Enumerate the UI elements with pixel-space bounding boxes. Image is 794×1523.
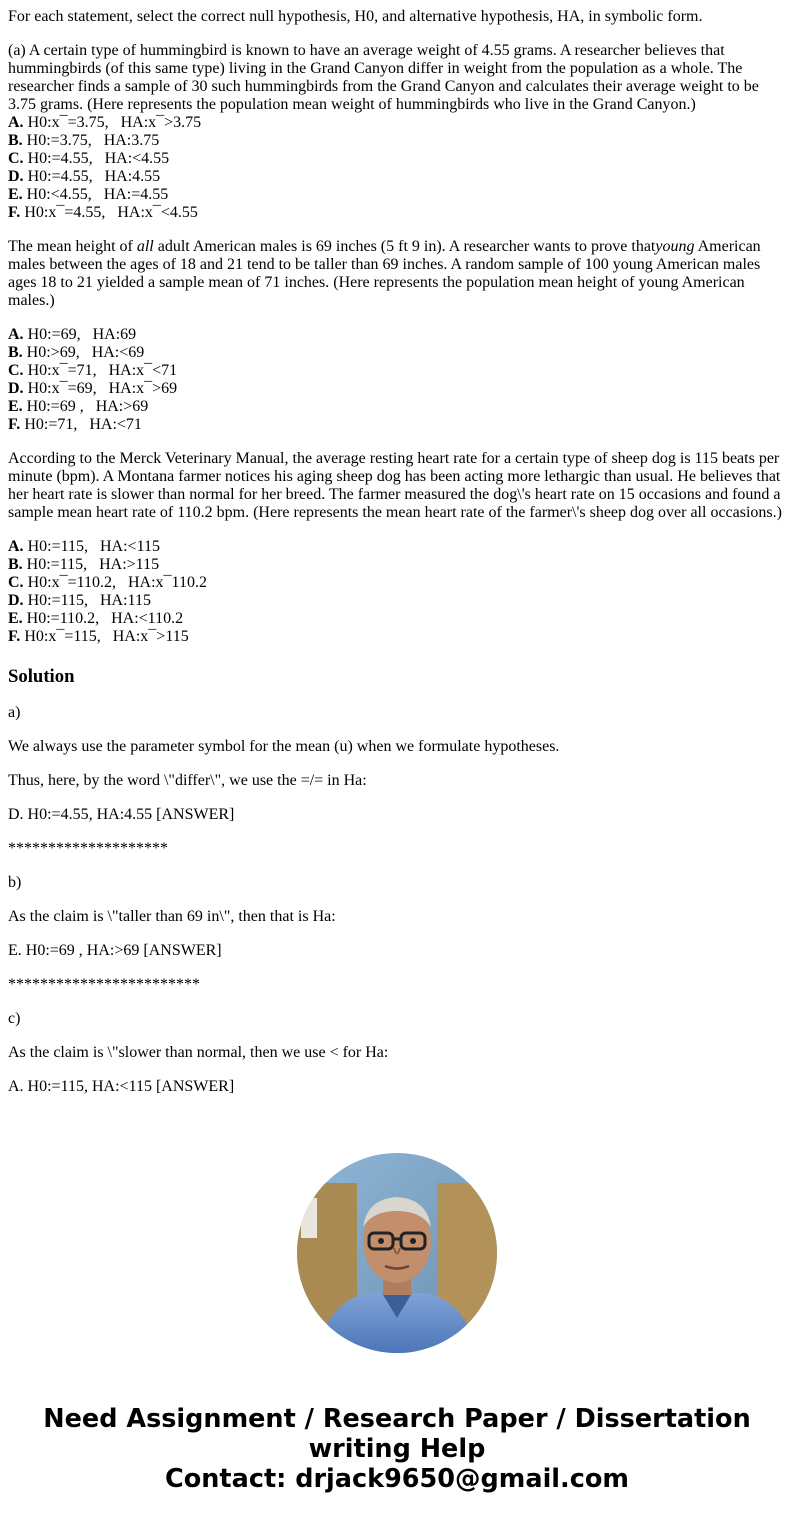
option xyxy=(8,398,788,416)
option xyxy=(8,114,788,132)
option-text: H0:=115, HA:<115 xyxy=(23,538,160,555)
option-letter: A. xyxy=(8,538,24,555)
intro-text: For each statement, select the correct null hypothesis, H0, and alternative hypothesis, HA, in symbolic form. xyxy=(8,8,703,25)
option-letter: F. xyxy=(8,204,21,221)
option xyxy=(8,380,788,398)
solution-line: c) xyxy=(8,1010,21,1027)
question-b-options xyxy=(8,326,788,434)
author-photo xyxy=(297,1153,497,1353)
option-text: H0:x¯=4.55, HA:x¯<4.55 xyxy=(20,204,198,221)
option xyxy=(8,538,788,556)
option-letter: C. xyxy=(8,362,24,379)
option-text: H0:=69, HA:69 xyxy=(23,326,137,343)
option-letter: B. xyxy=(8,132,23,149)
option xyxy=(8,362,788,380)
emphasis-young: young xyxy=(655,238,695,255)
option xyxy=(8,610,788,628)
option-text: H0:=115, HA:115 xyxy=(23,592,151,609)
author-photo-illustration xyxy=(297,1153,497,1353)
question-b-text xyxy=(8,238,788,310)
option-text: H0:=4.55, HA:<4.55 xyxy=(23,150,170,167)
contact-banner xyxy=(0,1404,794,1494)
solution-body xyxy=(8,704,788,1096)
solution-line: As the claim is \"taller than 69 in\", then that is Ha: xyxy=(8,908,336,925)
emphasis-all: all xyxy=(136,238,154,255)
solution-heading: Solution xyxy=(8,666,75,687)
solution-line: Thus, here, by the word \"differ\", we use the =/= in Ha: xyxy=(8,772,367,789)
solution-line: ************************ xyxy=(8,976,200,993)
solution-line: E. H0:=69 , HA:>69 [ANSWER] xyxy=(8,942,222,959)
question-c-text: According to the Merck Veterinary Manual, the average resting heart rate for a certain type of sheep dog is 115 beats per minute (bpm). A Montana farmer notices his aging sheep dog has been acting more lethargic than usual. He believes that her heart rate is slower than normal for her breed. The farmer measured the dog\'s heart rate on 15 occasions and found a sample mean heart rate of 110.2 bpm. (Here represents the mean heart rate of the farmer\'s sheep dog over all occasions.) xyxy=(8,450,782,521)
solution-line: A. H0:=115, HA:<115 [ANSWER] xyxy=(8,1078,235,1095)
option-text: H0:<4.55, HA:=4.55 xyxy=(22,186,169,203)
solution-line: ******************** xyxy=(8,840,168,857)
option-letter: F. xyxy=(8,628,21,645)
question-c-options xyxy=(8,538,788,646)
banner-contact-line: Contact: drjack9650@gmail.com xyxy=(165,1464,629,1494)
option xyxy=(8,186,788,204)
option-letter: A. xyxy=(8,326,24,343)
option-text: H0:x¯=3.75, HA:x¯>3.75 xyxy=(23,114,202,131)
option xyxy=(8,574,788,592)
option-letter: E. xyxy=(8,610,23,627)
option-text: H0:x¯=71, HA:x¯<71 xyxy=(23,362,178,379)
option-text: H0:=115, HA:>115 xyxy=(22,556,160,573)
option xyxy=(8,168,788,186)
option xyxy=(8,416,788,434)
option xyxy=(8,204,788,222)
question-a-text: (a) A certain type of hummingbird is known to have an average weight of 4.55 grams. A researcher believes that hummingbirds (of this same type) living in the Grand Canyon differ in weight from the population as a whole. The researcher finds a sample of 30 such hummingbirds from the Grand Canyon and calculates their average weight to be 3.75 grams. (Here represents the population mean weight of hummingbirds who live in the Grand Canyon.) xyxy=(8,42,759,113)
option-letter: E. xyxy=(8,398,23,415)
banner-line-2: writing Help xyxy=(308,1434,486,1464)
option xyxy=(8,132,788,150)
solution-line: We always use the parameter symbol for the mean (u) when we formulate hypotheses. xyxy=(8,738,560,755)
option-letter: E. xyxy=(8,186,23,203)
option-letter: D. xyxy=(8,380,24,397)
option xyxy=(8,150,788,168)
option-letter: D. xyxy=(8,592,24,609)
document-body xyxy=(8,0,788,1096)
option-letter: B. xyxy=(8,344,23,361)
question-a-options xyxy=(8,114,788,222)
option-letter: F. xyxy=(8,416,21,433)
option-text: H0:=69 , HA:>69 xyxy=(22,398,149,415)
text-span: The mean height of xyxy=(8,238,137,255)
solution-line: As the claim is \"slower than normal, then we use < for Ha: xyxy=(8,1044,389,1061)
option xyxy=(8,592,788,610)
option-text: H0:=71, HA:<71 xyxy=(20,416,142,433)
banner-line-1: Need Assignment / Research Paper / Dissertation xyxy=(43,1404,751,1434)
option-text: H0:=3.75, HA:3.75 xyxy=(22,132,160,149)
solution-line: D. H0:=4.55, HA:4.55 [ANSWER] xyxy=(8,806,235,823)
option-text: H0:x¯=115, HA:x¯>115 xyxy=(20,628,189,645)
option xyxy=(8,556,788,574)
text-span: American males between the ages of 18 and 21 tend to be taller than 69 inches. A random sample of 100 young American males ages 18 to 21 yielded a sample mean of 71 inches. (Here represents the population mean height of young American males.) xyxy=(8,238,761,309)
option-text: H0:=4.55, HA:4.55 xyxy=(23,168,161,185)
option-letter: C. xyxy=(8,150,24,167)
option xyxy=(8,326,788,344)
option xyxy=(8,344,788,362)
option-text: H0:>69, HA:<69 xyxy=(22,344,145,361)
option-text: H0:=110.2, HA:<110.2 xyxy=(22,610,184,627)
option-letter: C. xyxy=(8,574,24,591)
option-text: H0:x¯=69, HA:x¯>69 xyxy=(23,380,178,397)
text-span: adult American males is 69 inches (5 ft 9 in). A researcher wants to prove that xyxy=(153,238,656,255)
solution-line: a) xyxy=(8,704,21,721)
option-text: H0:x¯=110.2, HA:x¯110.2 xyxy=(23,574,207,591)
option-letter: A. xyxy=(8,114,24,131)
option-letter: B. xyxy=(8,556,23,573)
solution-line: b) xyxy=(8,874,22,891)
option-letter: D. xyxy=(8,168,24,185)
option xyxy=(8,628,788,646)
